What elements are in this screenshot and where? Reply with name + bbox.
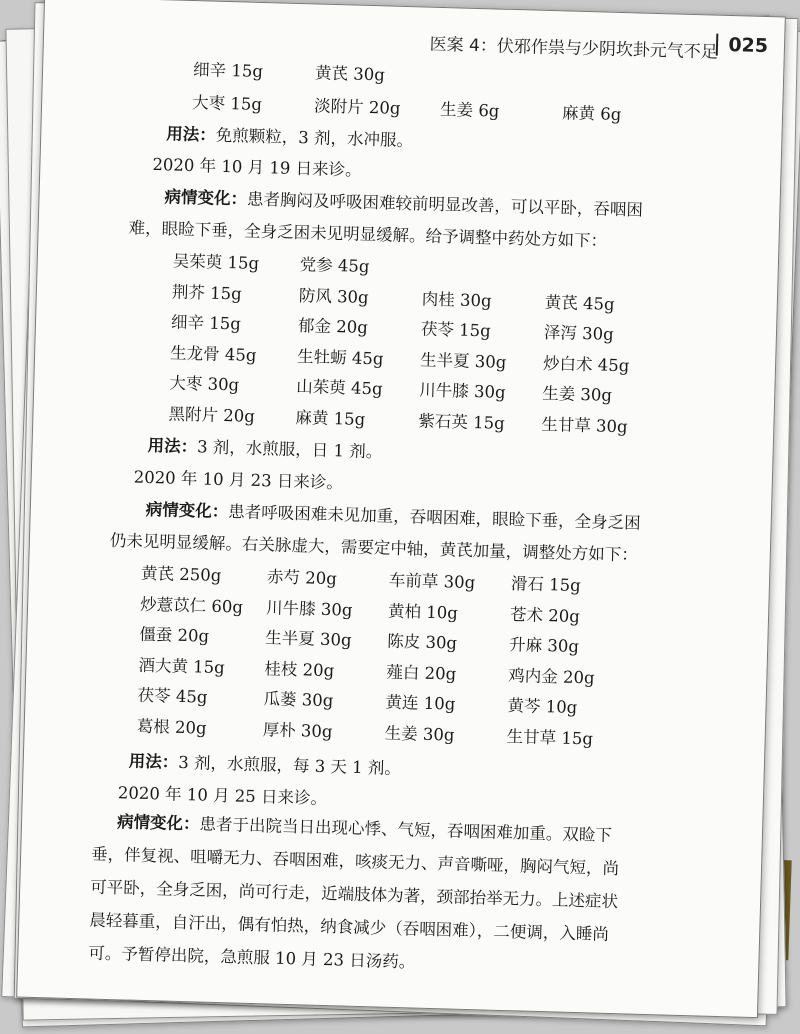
herb-item: 生半夏 30g xyxy=(419,349,507,372)
herb-item: 泽泻 30g xyxy=(543,322,614,344)
herb-item: 黑附片 20g xyxy=(168,403,256,426)
usage-line-3 xyxy=(129,748,402,780)
change-line-4d: 晨轻暮重，自汗出，偶有怕热，纳食减少（吞咽困难），二便调，入睡尚 xyxy=(89,910,610,944)
usage-line-2 xyxy=(147,432,382,463)
herb-item: 生姜 6g xyxy=(439,99,500,121)
herb-item: 生半夏 30g xyxy=(265,628,352,650)
change-label: 病情变化： xyxy=(145,499,229,522)
herb-item: 苍术 20g xyxy=(509,604,581,626)
herb-item: 生甘草 30g xyxy=(541,414,628,436)
page-number: 025 xyxy=(716,34,768,57)
herb-item: 黄芩 10g xyxy=(507,696,578,717)
herb-item: 瓜蒌 30g xyxy=(263,689,334,711)
visit-date-1: 2020 年 10 月 19 日来诊。 xyxy=(152,154,362,180)
change-text: 患者胸闷及呼吸困难较前明显改善，可以平卧，吞咽困 xyxy=(246,189,644,220)
change-text: 患者呼吸困难未见加重，吞咽困难，眼睑下垂，全身乏困 xyxy=(228,502,641,533)
herb-item: 赤芍 20g xyxy=(266,567,338,589)
herb-item: 吴茱萸 15g xyxy=(172,251,260,273)
document-page xyxy=(16,0,786,1018)
herb-item: 生姜 30g xyxy=(541,383,613,405)
herb-item: 黄芪 30g xyxy=(314,63,386,85)
herb-item: 茯苓 45g xyxy=(137,685,208,707)
herb-item: 山茱萸 45g xyxy=(296,377,383,399)
herb-item: 党参 45g xyxy=(299,255,370,277)
herb-item: 炒薏苡仁 60g xyxy=(139,594,244,617)
usage-label: 用法： xyxy=(128,751,179,772)
change-label: 病情变化： xyxy=(164,187,248,209)
herb-item: 鸡内金 20g xyxy=(508,665,595,687)
herb-item: 葛根 20g xyxy=(136,716,207,738)
herb-item: 郁金 20g xyxy=(297,316,369,337)
change-text: 患者于出院当日出现心悸、气短，吞咽困难加重。双睑下 xyxy=(199,814,613,846)
herb-item: 细辛 15g xyxy=(192,60,264,81)
herb-item: 防风 30g xyxy=(298,285,369,307)
herb-item: 薤白 20g xyxy=(386,662,457,684)
change-label: 病情变化： xyxy=(116,812,200,834)
herb-item: 厚朴 30g xyxy=(262,719,333,741)
running-header: 医案 4：伏邪作祟与少阴坎卦元气不足 xyxy=(429,34,719,63)
herb-item: 茯苓 15g xyxy=(420,319,492,341)
herb-item: 车前草 30g xyxy=(388,570,476,593)
herb-item: 黄柏 10g xyxy=(387,601,459,623)
change-line-4e: 可。予暂停出院，急煎服 10 月 23 日汤药。 xyxy=(88,943,416,972)
herb-item: 生龙骨 45g xyxy=(169,342,257,365)
herb-item: 黄芪 250g xyxy=(140,563,222,586)
usage-label: 用法： xyxy=(166,124,217,145)
change-paragraph-4 xyxy=(88,805,620,984)
herb-item: 滑石 15g xyxy=(510,574,581,596)
usage-text: 免煎颗粒，3 剂，水冲服。 xyxy=(215,125,414,151)
herb-item: 僵蚕 20g xyxy=(139,624,210,646)
herb-item: 陈皮 30g xyxy=(386,631,458,653)
herb-item: 炒白术 45g xyxy=(542,353,630,375)
herb-item: 淡附片 20g xyxy=(313,96,401,118)
herb-item: 肉桂 30g xyxy=(421,289,492,310)
herb-item: 麻黄 6g xyxy=(561,103,622,124)
herb-item: 升麻 30g xyxy=(508,635,580,657)
change-line-3b: 仍未见明显缓解。右关脉虚大，需要定中轴，黄芪加量，调整处方如下： xyxy=(109,530,639,565)
visit-date-3: 2020 年 10 月 25 日来诊。 xyxy=(117,783,328,809)
usage-text: 3 剂，水煎服，每 3 天 1 剂。 xyxy=(178,752,402,779)
change-line-3a xyxy=(146,496,641,534)
usage-text: 3 剂，水煎服，日 1 剂。 xyxy=(196,437,383,462)
herb-item: 黄芪 45g xyxy=(544,292,615,314)
page-content xyxy=(17,0,785,1017)
herb-item: 麻黄 15g xyxy=(295,407,366,429)
herb-item: 桂枝 20g xyxy=(264,658,335,680)
herb-item: 黄连 10g xyxy=(385,692,456,714)
herb-item: 细辛 15g xyxy=(170,312,242,334)
herb-item: 川牛膝 30g xyxy=(419,380,506,402)
change-line-2b: 难，眼睑下垂，全身乏困未见明显缓解。给予调整中药处方如下： xyxy=(128,218,608,251)
change-line-2a xyxy=(164,183,643,220)
visit-date-2: 2020 年 10 月 23 日来诊。 xyxy=(133,467,344,493)
herb-item: 大枣 15g xyxy=(191,93,263,114)
herb-item: 大枣 30g xyxy=(169,373,240,395)
herb-item: 生牡蛎 45g xyxy=(296,346,384,368)
herb-item: 生甘草 15g xyxy=(506,726,594,748)
herb-item: 酒大黄 15g xyxy=(138,655,226,677)
change-line-4c: 可平卧，全身乏困，尚可行走，近端肢体为著，颈部抬举无力。上述症状 xyxy=(90,877,619,912)
usage-label: 用法： xyxy=(147,435,198,457)
herb-item: 紫石英 15g xyxy=(418,410,505,433)
herb-item: 荆芥 15g xyxy=(171,282,242,303)
herb-item: 川牛膝 30g xyxy=(265,597,353,620)
change-line-4b: 垂，伴复视、咀嚼无力、吞咽困难，咳痰无力、声音嘶哑，胸闷气短，尚 xyxy=(90,844,620,879)
usage-line-1 xyxy=(166,120,413,151)
herb-item: 生姜 30g xyxy=(384,723,455,745)
